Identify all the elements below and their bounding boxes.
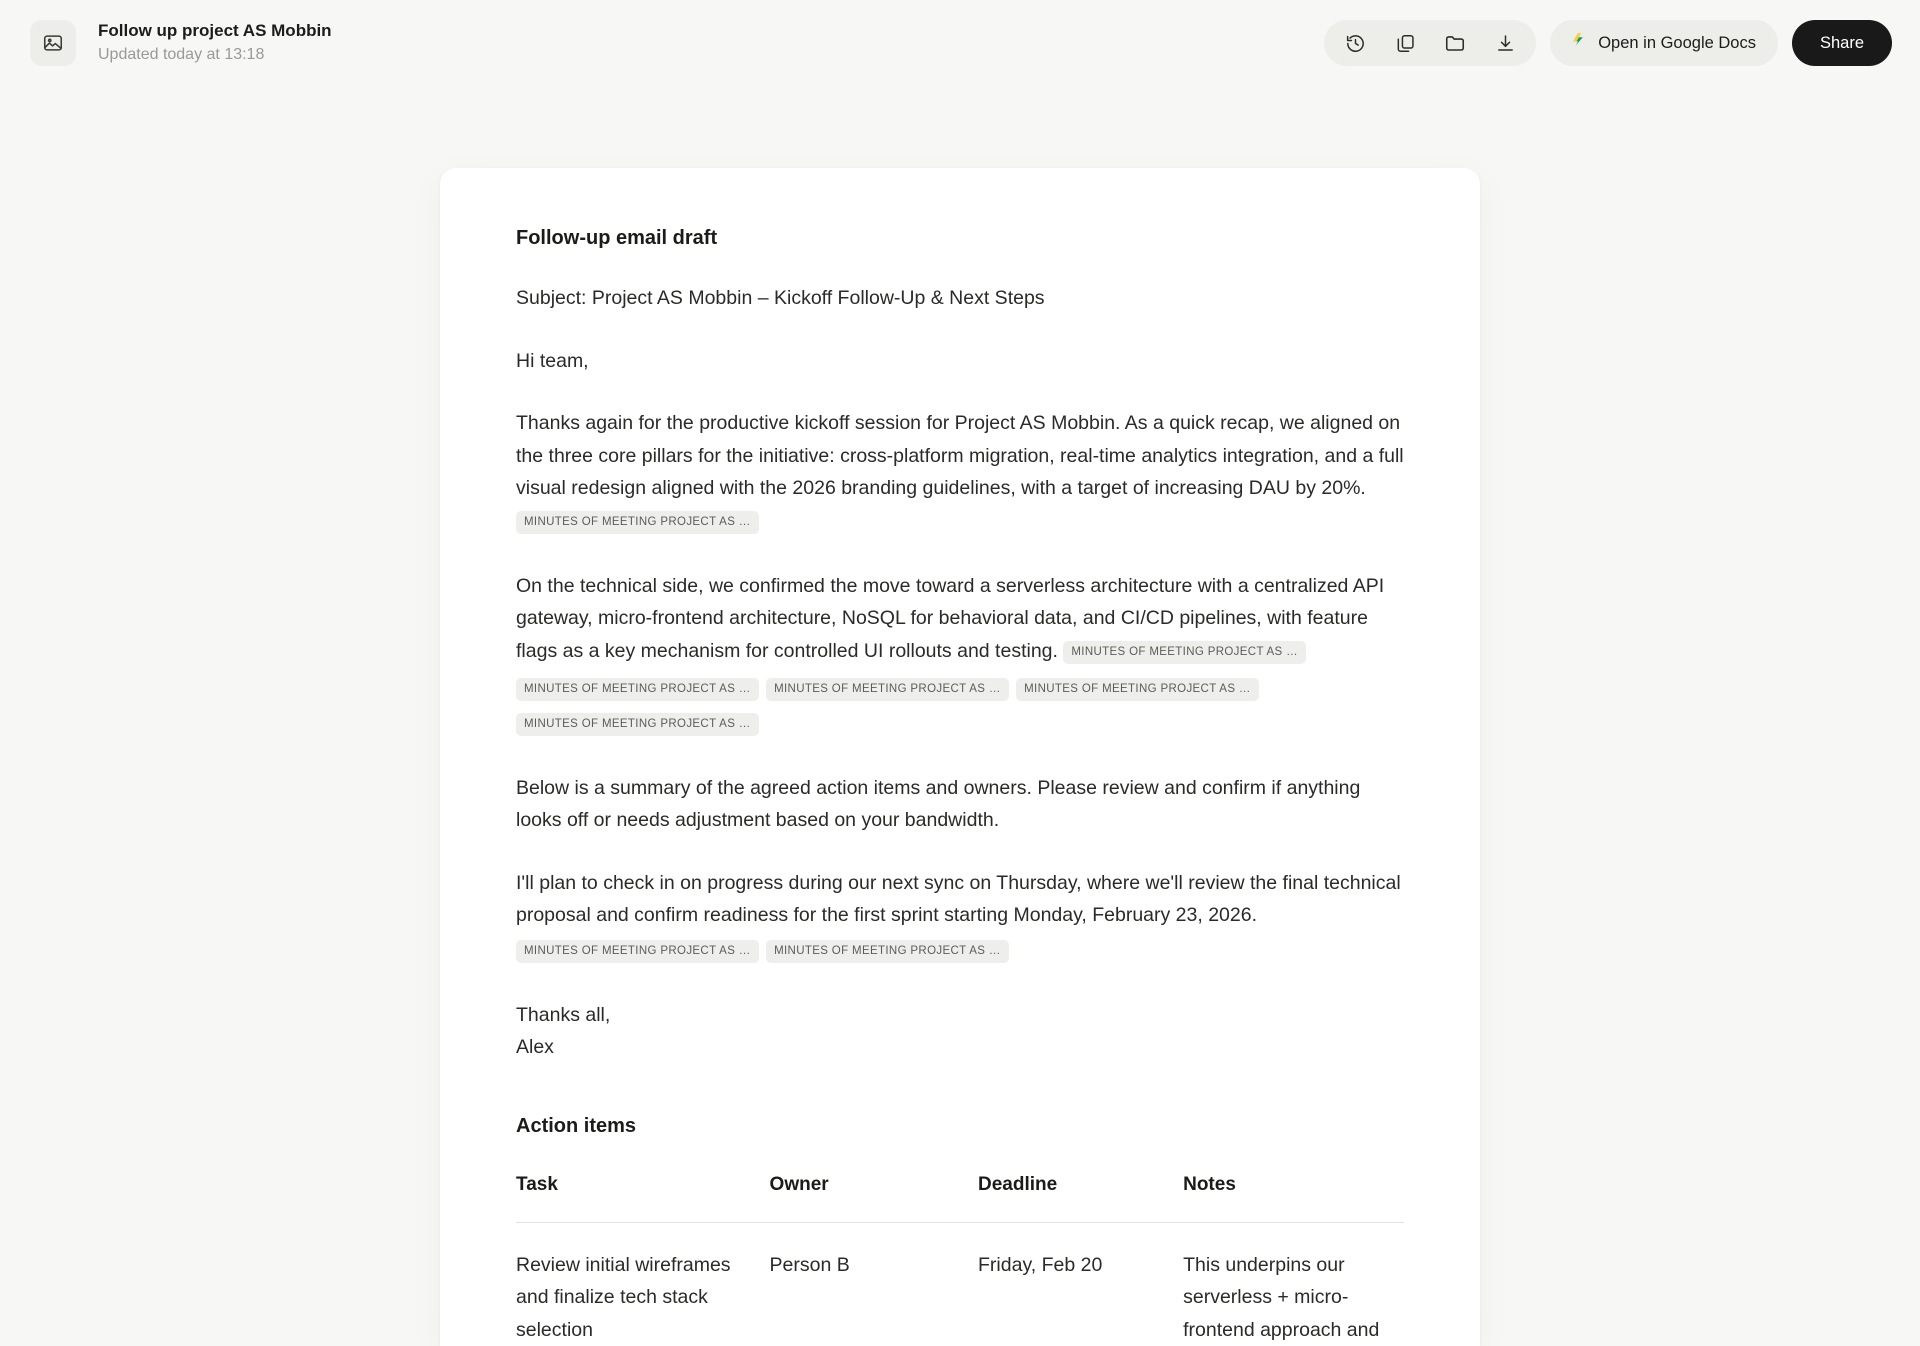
paragraph-technical-text: On the technical side, we confirmed the move toward a serverless architecture with a centralized API gateway, micro-frontend architecture, NoSQL for behavioral data, and CI/CD pipelines, with feature flags as a key mechanism for controlled UI rollouts and testing. — [516, 575, 1384, 662]
paragraph-summary: Below is a summary of the agreed action items and owners. Please review and confirm if anything looks off or needs adjustment based on your bandwidth. — [516, 772, 1404, 837]
page-title: Follow up project AS Mobbin — [98, 20, 332, 42]
citation-row — [516, 678, 1404, 707]
paragraph-recap — [516, 407, 1404, 540]
document-page — [440, 168, 1480, 1346]
greeting: Hi team, — [516, 345, 1404, 378]
paragraph-recap-text: Thanks again for the productive kickoff session for Project AS Mobbin. As a quick recap, we aligned on the three core pillars for the initiative: cross-platform migration, real-time analytics integration, and a full visual redesign aligned with the 2026 branding guidelines, with a target of increasing DAU by 20%. — [516, 412, 1404, 499]
paragraph-checkin: I'll plan to check in on progress during our next sync on Thursday, where we'll review the final technical proposal and confirm readiness for the first sprint starting Monday, February 23, 2026. — [516, 867, 1404, 932]
citation-chip[interactable]: MINUTES OF MEETING PROJECT AS … — [516, 678, 759, 701]
top-bar — [0, 0, 1920, 86]
action-items-table — [516, 1174, 1404, 1346]
document-heading: Follow-up email draft — [516, 224, 1404, 252]
citation-chip[interactable]: MINUTES OF MEETING PROJECT AS … — [1016, 678, 1259, 701]
citation-chip[interactable]: MINUTES OF MEETING PROJECT AS … — [516, 940, 759, 963]
table-row — [516, 1222, 1404, 1346]
column-header-task: Task — [516, 1174, 770, 1223]
citation-chip[interactable]: MINUTES OF MEETING PROJECT AS … — [766, 940, 1009, 963]
closing-line-1: Thanks all, — [516, 999, 1404, 1032]
cell-owner: Person B — [770, 1222, 978, 1346]
column-header-owner: Owner — [770, 1174, 978, 1223]
citation-row — [516, 940, 1404, 969]
action-items-heading: Action items — [516, 1112, 1404, 1140]
copy-icon[interactable] — [1380, 20, 1430, 66]
toolbar-icon-cluster — [1324, 20, 1536, 66]
citation-chip[interactable]: MINUTES OF MEETING PROJECT AS … — [1063, 641, 1306, 664]
cell-deadline: Friday, Feb 20 — [978, 1222, 1183, 1346]
open-in-google-docs-label: Open in Google Docs — [1598, 34, 1756, 53]
download-icon[interactable] — [1480, 20, 1530, 66]
history-icon[interactable] — [1330, 20, 1380, 66]
citation-chip[interactable]: MINUTES OF MEETING PROJECT AS … — [516, 713, 759, 736]
column-header-notes: Notes — [1183, 1174, 1404, 1223]
document-image-icon[interactable] — [30, 20, 76, 66]
cell-task: Review initial wireframes and finalize tech stack selection — [516, 1222, 770, 1346]
closing-line-2: Alex — [516, 1031, 1404, 1064]
closing-block — [516, 999, 1404, 1064]
title-block — [98, 20, 332, 66]
citation-row — [516, 713, 1404, 742]
table-header-row — [516, 1174, 1404, 1223]
last-updated-text: Updated today at 13:18 — [98, 44, 332, 66]
citation-chip[interactable]: MINUTES OF MEETING PROJECT AS … — [766, 678, 1009, 701]
column-header-deadline: Deadline — [978, 1174, 1183, 1223]
paragraph-technical — [516, 570, 1404, 670]
open-in-google-docs-button[interactable] — [1550, 20, 1778, 66]
share-button[interactable]: Share — [1792, 20, 1892, 66]
citation-chip[interactable]: MINUTES OF MEETING PROJECT AS … — [516, 511, 759, 534]
cell-notes: This underpins our serverless + micro-frontend approach and — [1183, 1222, 1404, 1346]
folder-icon[interactable] — [1430, 20, 1480, 66]
subject-line: Subject: Project AS Mobbin – Kickoff Follow-Up & Next Steps — [516, 282, 1404, 315]
google-docs-icon — [1568, 31, 1588, 56]
